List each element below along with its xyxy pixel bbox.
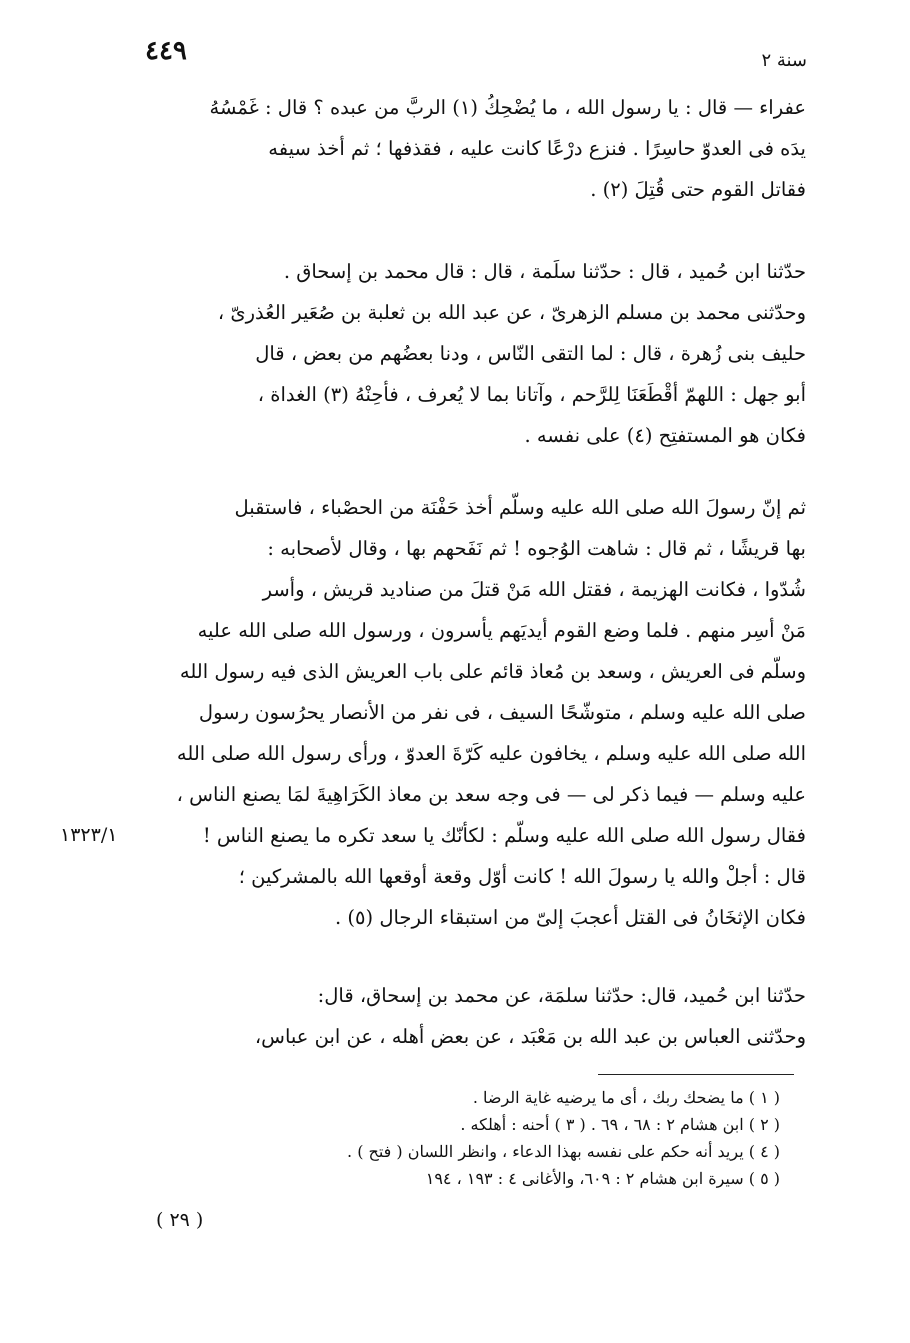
page-number: ٤٤٩	[145, 36, 187, 66]
footnotes	[180, 1084, 780, 1192]
paragraph-3	[150, 487, 806, 938]
running-header-year: سنة ٢	[761, 50, 807, 71]
text-line: صلى الله عليه وسلم ، متوشّحًا السيف ، فى نفر من الأنصار يحرُسون رسول	[198, 701, 806, 724]
footnote-divider	[598, 1074, 794, 1075]
paragraph-4	[150, 975, 806, 1057]
text-line: عليه وسلم — فيما ذكر لى — فى وجه سعد بن معاذ الكَرَاهِيةَ لمَا يصنع الناس ،	[176, 783, 806, 806]
text-line: مَنْ أسِر منهم . فلما وضع القوم أيديَهم يأسرون ، ورسول الله صلى الله عليه	[197, 619, 806, 642]
text-line: يدَه فى العدوّ حاسِرًا . فنزع درْعًا كانت عليه ، فقذفها ؛ ثم أخذ سيفه	[268, 137, 806, 160]
text-line: وحدّثنى العباس بن عبد الله بن مَعْبَد ، عن بعض أهله ، عن ابن عباس،	[254, 1025, 806, 1048]
text-line: فكان هو المستفتِح (٤) على نفسه .	[524, 424, 806, 447]
footnote: ( ٥ ) سيرة ابن هشام ٢ : ٦٠٩، والأغانى ٤ : ١٩٣ ، ١٩٤	[425, 1169, 780, 1188]
text-line: قال : أجلْ والله يا رسولَ الله ! كانت أوّل وقعة أوقعها الله بالمشركين ؛	[238, 865, 806, 888]
text-line: وحدّثنى محمد بن مسلم الزهرىّ ، عن عبد الله بن ثعلبة بن صُعَير العُذرىّ ،	[217, 301, 806, 324]
text-line: ثم إنّ رسولَ الله صلى الله عليه وسلّم أخذ حَفْنَة من الحصْباء ، فاستقبل	[234, 496, 806, 519]
text-line: حدّثنا ابن حُميد، قال: حدّثنا سلمَة، عن محمد بن إسحاق، قال:	[317, 984, 806, 1007]
text-line: شُدّوا ، فكانت الهزيمة ، فقتل الله مَنْ قتلَ من صناديد قريش ، وأسر	[262, 578, 806, 601]
text-line: وسلّم فى العريش ، وسعد بن مُعاذ قائم على باب العريش الذى فيه رسول الله	[179, 660, 806, 683]
footnote: ( ١ ) ما يضحك ربك ، أى ما يرضيه غاية الرضا .	[472, 1088, 780, 1107]
signature-folio: ( ٢٩ )	[156, 1209, 204, 1231]
text-line: عفراء — قال : يا رسول الله ، ما يُضْحِكُ (١) الربَّ من عبده ؟ قال : غَمْسُهُ	[209, 96, 806, 119]
paragraph-2	[150, 251, 806, 456]
footnote: ( ٤ ) يريد أنه حكم على نفسه بهذا الدعاء ، وانظر اللسان ( فتح ) .	[347, 1142, 780, 1161]
text-line: فقال رسول الله صلى الله عليه وسلّم : لكأنّك يا سعد تكره ما يصنع الناس !	[202, 824, 806, 847]
text-line: فقاتل القوم حتى قُتِلَ (٢) .	[590, 178, 806, 201]
footnote: ( ٢ ) ابن هشام ٢ : ٦٨ ، ٦٩ . ( ٣ ) أحنه : أهلكه .	[460, 1115, 780, 1134]
text-line: الله صلى الله عليه وسلم ، يخافون عليه كَرّةَ العدوّ ، ورأى رسول الله صلى الله	[176, 742, 806, 765]
paragraph-1	[150, 87, 806, 210]
margin-reference: ١٣٢٣/١	[60, 824, 118, 846]
text-line: بها قريشًا ، ثم قال : شاهت الوُجوه ! ثم نَفَحهم بها ، وقال لأصحابه :	[267, 537, 806, 560]
text-line: حليف بنى زُهرة ، قال : لما التقى النّاس ، ودنا بعضُهم من بعض ، قال	[255, 342, 806, 365]
text-line: أبو جهل : اللهمّ أقْطَعَنَا لِلرَّحم ، وآتانا بما لا يُعرف ، فأحِنْهُ (٣) الغداة ،	[257, 383, 806, 406]
text-line: فكان الإثخَانُ فى القتل أعجبَ إلىّ من استبقاء الرجال (٥) .	[335, 906, 806, 929]
text-line: حدّثنا ابن حُميد ، قال : حدّثنا سلَمة ، قال : قال محمد بن إسحاق .	[283, 260, 806, 283]
